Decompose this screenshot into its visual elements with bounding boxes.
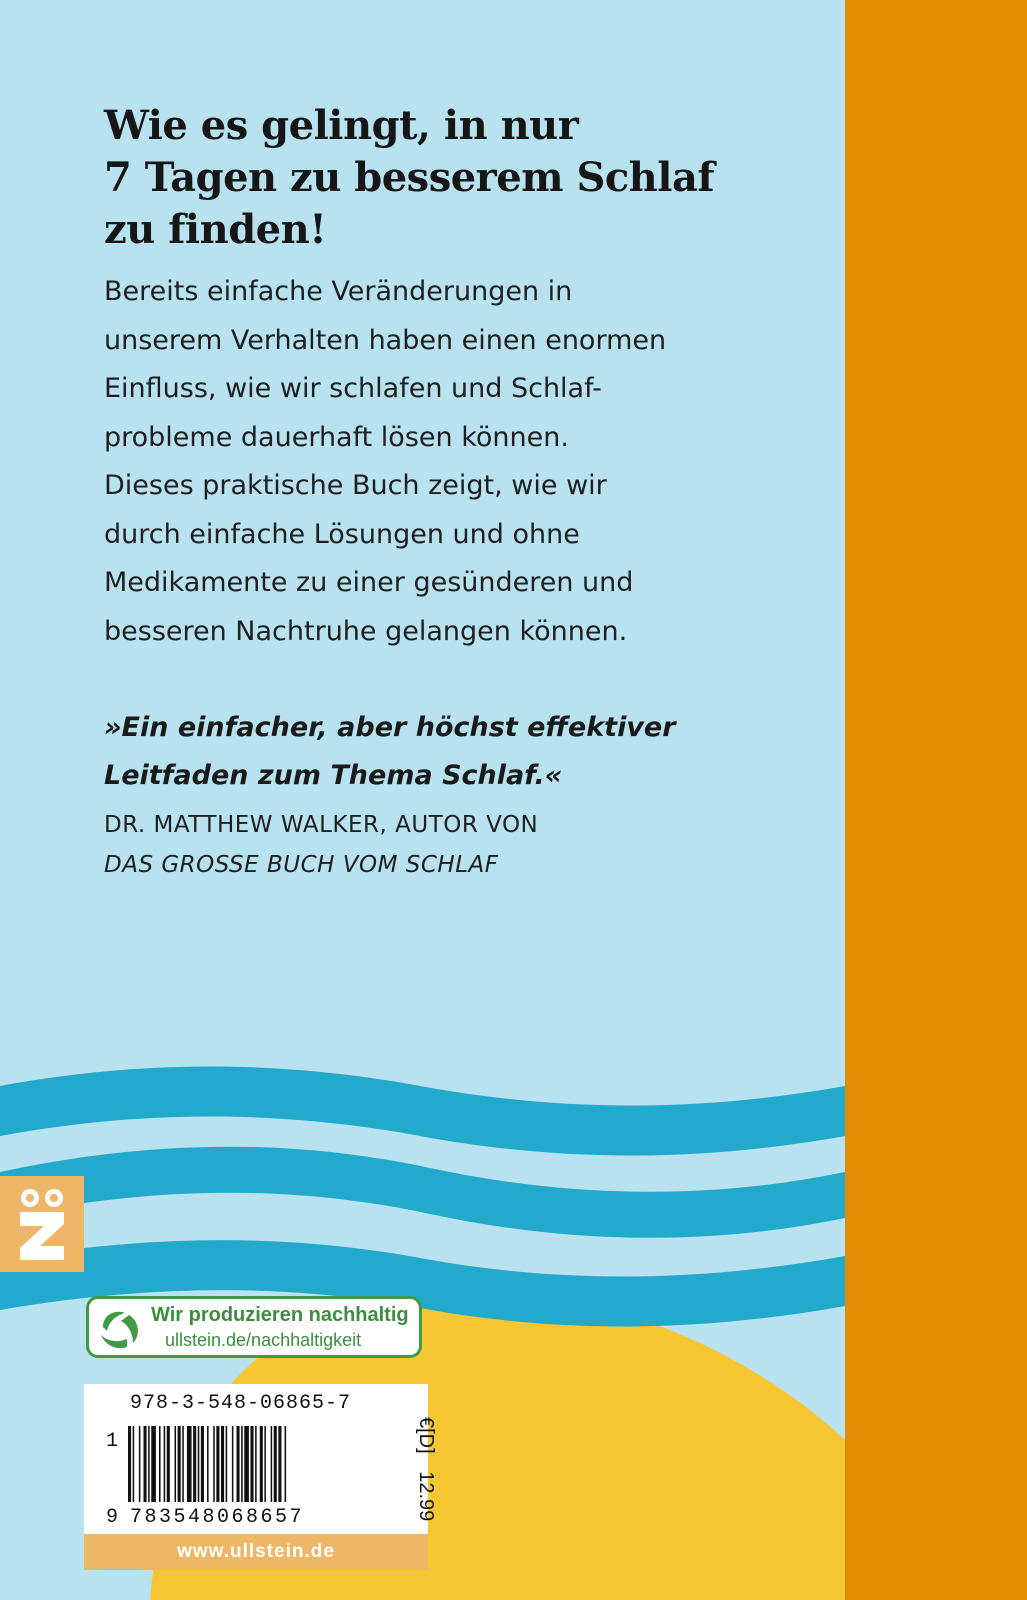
barcode-bar xyxy=(216,1426,219,1502)
description-line: Medikamente zu einer gesünderen und xyxy=(104,567,634,598)
barcode-bar xyxy=(207,1426,209,1502)
barcode-bar xyxy=(139,1426,141,1502)
barcode-bar xyxy=(244,1426,249,1502)
sustainability-badge xyxy=(86,1296,422,1358)
headline-line: 7 Tagen zu besserem Schlaf xyxy=(104,154,715,201)
barcode-bar xyxy=(250,1426,253,1502)
barcode-bar xyxy=(159,1426,161,1502)
wave-band-2 xyxy=(0,1147,845,1238)
headline-line: zu finden! xyxy=(104,206,327,253)
description-line: unserem Verhalten haben einen enormen xyxy=(104,324,667,356)
description-line: Bereits einfache Veränderungen in xyxy=(104,276,573,307)
quote-attribution xyxy=(104,805,834,885)
barcode-bar xyxy=(264,1426,266,1502)
barcode-bar xyxy=(213,1426,215,1502)
description-text xyxy=(104,268,834,656)
barcode-bar xyxy=(133,1426,135,1502)
barcode-bar xyxy=(278,1426,281,1502)
description-line: Einfluss, wie wir schlafen und Schlaf- xyxy=(104,373,602,404)
quote-author: DR. MATTHEW WALKER, AUTOR VON xyxy=(104,812,539,838)
barcode-bar xyxy=(255,1426,257,1502)
barcode-bar xyxy=(182,1426,184,1502)
barcode-bar xyxy=(241,1426,243,1502)
testimonial-quote xyxy=(104,704,834,800)
description-line: besseren Nachtruhe gelangen können. xyxy=(104,615,628,647)
barcode-bar xyxy=(193,1426,196,1502)
barcode-bar xyxy=(144,1426,147,1502)
quote-line: Leitfaden zum Thema Schlaf.« xyxy=(104,760,563,791)
headline xyxy=(104,100,824,256)
eco-badge-title: Wir produzieren nachhaltig xyxy=(151,1304,409,1326)
headline-line: Wie es gelingt, in nur xyxy=(104,102,579,149)
barcode-bar xyxy=(128,1426,131,1502)
price-label xyxy=(411,1417,437,1537)
barcode-bar xyxy=(221,1426,224,1502)
barcode-bar xyxy=(285,1426,287,1502)
isbn-number: 978-3-548-06865-7 xyxy=(130,1392,352,1415)
description-line: probleme dauerhaft lösen können. xyxy=(104,421,569,453)
publisher-website: www.ullstein.de xyxy=(84,1534,428,1570)
barcode-bar xyxy=(237,1426,240,1502)
description-line: durch einfache Lösungen und ohne xyxy=(104,518,580,550)
price-value: 12.99 xyxy=(415,1471,437,1522)
barcode-lead-top: 1 xyxy=(106,1430,119,1453)
wave-band-1 xyxy=(0,1067,845,1156)
barcode-bar xyxy=(260,1426,263,1502)
recycle-leaf-icon xyxy=(95,1305,143,1353)
barcode-digits: 783548068657 xyxy=(130,1506,305,1529)
barcode-bar xyxy=(201,1426,204,1502)
barcode-bar xyxy=(226,1426,228,1502)
quote-book-title: DAS GROSSE BUCH VOM SCHLAF xyxy=(104,852,499,878)
barcode-panel xyxy=(84,1384,437,1570)
quote-line: »Ein einfacher, aber höchst effektiver xyxy=(104,712,676,743)
description-line: Dieses praktische Buch zeigt, wie wir xyxy=(104,470,607,501)
barcode-bar xyxy=(148,1426,150,1502)
barcode-bar xyxy=(178,1426,181,1502)
barcode-bar xyxy=(187,1426,192,1502)
barcode-bar xyxy=(167,1426,170,1502)
owl-icon xyxy=(0,1176,84,1272)
orange-spine-strip xyxy=(845,0,1027,1600)
barcode-bar xyxy=(164,1426,166,1502)
barcode-lead-bottom: 9 xyxy=(106,1506,119,1529)
barcode-bar xyxy=(271,1426,273,1502)
barcode-bar xyxy=(151,1426,156,1502)
barcode-bar xyxy=(274,1426,277,1502)
eco-badge-url: ullstein.de/nachhaltigkeit xyxy=(165,1330,362,1350)
barcode-bar xyxy=(232,1426,234,1502)
price-currency: €[D] xyxy=(415,1417,437,1454)
barcode-bar xyxy=(175,1426,177,1502)
barcode-bar xyxy=(198,1426,200,1502)
